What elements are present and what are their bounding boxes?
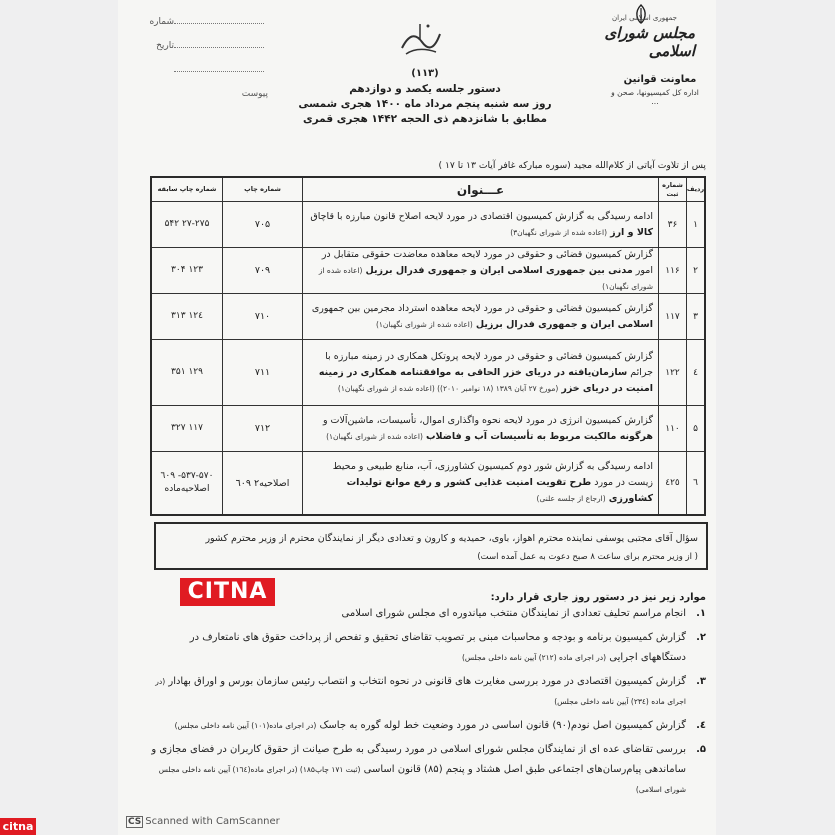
attachment-field-line bbox=[174, 71, 264, 72]
attachment-field bbox=[148, 58, 268, 99]
list-item bbox=[150, 740, 706, 800]
agenda-title-line3: مطابق با شانزدهم ذی الحجه ۱۴۴۲ هجری قمری bbox=[303, 113, 547, 125]
header-radif: ردیف bbox=[686, 178, 704, 201]
onvan-note: (اعاده شده از شورای نگهبان۱) bbox=[318, 265, 653, 291]
cell-onvan bbox=[302, 340, 658, 405]
onvan-note: (اعاده شده از شورای نگهبان۱) bbox=[375, 319, 473, 329]
number-field bbox=[148, 10, 268, 34]
cell-sabt: ۱۲۲ bbox=[658, 340, 686, 405]
onvan-lead: ادامه رسیدگی به گزارش شور دوم کمیسیون کشاورزی، آب، منابع طبیعی و محیط زیست در مورد bbox=[332, 461, 653, 488]
onvan-note: (اعاده شده از شورای نگهبان۱) bbox=[326, 431, 423, 441]
list-item-text: گزارش کمیسیون اقتصادی در مورد بررسی مغایرت های قانونی در نحوه انتخاب و انتصاب رئیس سازمان بورس و اوراق بهادار bbox=[168, 676, 686, 687]
table-row bbox=[152, 294, 704, 340]
background-right bbox=[716, 0, 835, 835]
onvan-bold: کالا و ارز bbox=[610, 226, 653, 238]
cell-radif: ۵ bbox=[686, 406, 704, 451]
cell-onvan bbox=[302, 294, 658, 339]
onvan-lead: گزارش کمیسیون قضائی و حقوقی در مورد لایحه معاهده استرداد مجرمین بین جمهوری bbox=[311, 302, 653, 314]
cell-sabt: ۱۱۶ bbox=[658, 248, 686, 293]
onvan-bold: اسلامی ایران و جمهوری فدرال برزیل bbox=[475, 318, 653, 330]
cell-sabegh: ۵۳۷-۵۷۰- ٦۰۹ اصلاحیه‌ماده bbox=[160, 471, 214, 494]
onvan-bold: هرگونه مالکیت مربوط به تأسیسات آب و فاضلاب bbox=[425, 430, 653, 442]
list-item-note: (در اجرای ماده(۱۰۱) آیین نامه داخلی مجلس) bbox=[174, 721, 317, 730]
list-item-text: بررسی تقاضای عده ای از نمایندگان مجلس شورای اسلامی در مورد رسیدگی به طرح صیانت از حقوق کاربران در فضای مجازی و ساماندهی پیام‌رسان‌های اجتماعی طبق اصل هشتاد و پنجم (۸۵) قانون اساسی bbox=[151, 744, 686, 775]
onvan-lead: ادامه رسیدگی به گزارش کمیسیون اقتصادی در مورد لایحه اصلاح قانون مبارزه با قاچاق bbox=[310, 210, 653, 222]
cell-onvan-text bbox=[308, 413, 653, 445]
department-title: معاونت قوانین bbox=[623, 74, 697, 85]
list-item-number: ۵. bbox=[696, 744, 706, 755]
table-row bbox=[152, 452, 704, 514]
cell-sabt: ۱۱۷ bbox=[658, 294, 686, 339]
cell-sabt: ۳۶ bbox=[658, 202, 686, 247]
question-line1: سؤال آقای مجتبی یوسفی نماینده محترم اهواز، باوی، حمیدیه و کارون و تعدادی دیگر از نمایندگان محترم از وزیر محترم کشور bbox=[205, 533, 698, 544]
onvan-lead: گزارش کمیسیون انرژی در مورد لایحه نحوه واگذاری اموال، تأسیسات، ماشین‌آلات و bbox=[322, 414, 653, 426]
agenda-title-line2: روز سه شنبه پنجم مرداد ماه ۱۴۰۰ هجری شمسی bbox=[298, 98, 552, 110]
list-item-text: انجام مراسم تحلیف تعدادی از نمایندگان منتخب میاندوره ای مجلس شورای اسلامی bbox=[341, 608, 686, 619]
cell-onvan-text bbox=[308, 349, 653, 397]
cell-onvan bbox=[302, 406, 658, 451]
cell-sabegh: ۱۲٤ ۳۱۳ bbox=[171, 311, 203, 321]
camscanner-badge: CS bbox=[128, 817, 142, 827]
list-item-note: (ثبت ۱۷۱ چاپ۱۸۵) (در اجرای ماده(۱٦٤) آیین نامه داخلی مجلس شورای اسلامی) bbox=[158, 765, 686, 794]
list-item bbox=[150, 672, 706, 712]
cell-onvan-text bbox=[308, 301, 653, 333]
cell-onvan-text bbox=[308, 209, 653, 241]
onvan-bold: طرح تقویت امنیت غذایی کشور و رفع موانع تولیدات کشاورزی bbox=[346, 477, 653, 504]
cell-radif: ٤ bbox=[686, 340, 704, 405]
cell-chap: اصلاحیه۲ ٦۰۹ bbox=[222, 452, 302, 514]
cell-onvan bbox=[302, 248, 658, 293]
table-header-row bbox=[152, 178, 704, 202]
cell-onvan-text bbox=[308, 459, 653, 507]
onvan-lead: گزارش کمیسیون قضائی و حقوقی در مورد لایحه پروتکل همکاری در زمینه مبارزه با جرائم bbox=[325, 350, 653, 378]
list-item-number: ۲. bbox=[696, 632, 706, 643]
camscanner-footer bbox=[126, 816, 280, 827]
list-item-text: گزارش کمیسیون برنامه و بودجه و محاسبات مبنی بر تصویب تقاضای تحقیق و تفحص از پرداخت حقوق های نامتعارف در دستگاههای اجرایی bbox=[189, 632, 686, 663]
table-row bbox=[152, 248, 704, 294]
pending-items-list bbox=[150, 604, 706, 804]
header-meta-fields bbox=[148, 10, 268, 99]
list-item-number: ۳. bbox=[696, 676, 706, 687]
cell-sabegh: ۱۲۳ ۳۰۴ bbox=[171, 265, 203, 275]
date-field-label: تاریخ bbox=[156, 41, 174, 51]
number-field-line bbox=[174, 23, 264, 24]
agenda-table bbox=[150, 176, 706, 516]
agenda-title-block bbox=[270, 68, 580, 127]
list-item-number: ۱. bbox=[696, 608, 706, 619]
camscanner-label: Scanned with CamScanner bbox=[145, 816, 280, 827]
list-item bbox=[150, 628, 706, 668]
cell-onvan bbox=[302, 452, 658, 514]
onvan-note: (مورخ ۲۷ آبان ۱۳۸۹ (۱۸ نوامبر ۲۰۱۰)) (اعاده شده از شورای نگهبان۱) bbox=[337, 383, 559, 393]
onvan-note: (ارجاع از جلسه علنی) bbox=[536, 494, 606, 503]
onvan-lead: گزارش کمیسیون قضائی و حقوقی در مورد لایحه معاهده معاضدت حقوقی متقابل در امور bbox=[321, 248, 653, 276]
cell-chap: ۷۱۲ bbox=[222, 406, 302, 451]
cell-sabegh: ۲۷-۲۷۵ ۵۴۲ bbox=[164, 219, 210, 229]
cell-sabt: ٤۲٥ bbox=[658, 452, 686, 514]
date-field-line bbox=[174, 47, 264, 48]
question-line2: ( از وزیر محترم برای ساعت ۸ صبح دعوت به عمل آمده است) bbox=[477, 552, 698, 562]
list-item-note: (در اجرای ماده (۲۱۲) آیین نامه داخلی مجلس) bbox=[461, 653, 607, 662]
agenda-number: (۱۱۳) bbox=[411, 68, 439, 79]
cell-chap: ۷۱۰ bbox=[222, 294, 302, 339]
pending-heading: موارد زیر نیز در دستور روز جاری قرار دارد: bbox=[490, 592, 706, 603]
onvan-note: (اعاده شده از شورای نگهبان۳) bbox=[510, 227, 608, 237]
table-row bbox=[152, 202, 704, 248]
attachment-field-label: پیوست bbox=[241, 89, 268, 99]
citna-logo: CITNA bbox=[180, 578, 275, 606]
citna-watermark: citna bbox=[0, 818, 36, 835]
org-small-caption: جمهوری اسلامی ایران bbox=[612, 14, 677, 22]
cell-chap: ۷۰۹ bbox=[222, 248, 302, 293]
number-field-label: شماره bbox=[149, 17, 174, 27]
cell-sabt: ۱۱۰ bbox=[658, 406, 686, 451]
date-field bbox=[148, 34, 268, 58]
cell-sabegh: ۱۲۹ ۳۵۱ bbox=[171, 367, 203, 377]
header-shomare-chap: شماره چاپ bbox=[222, 178, 302, 201]
agenda-title-line1: دستور جلسه یکصد و دوازدهم bbox=[349, 83, 501, 95]
table-row bbox=[152, 406, 704, 452]
cell-radif: ۳ bbox=[686, 294, 704, 339]
header-onvan: عـــنوان bbox=[302, 178, 658, 201]
onvan-bold: مدنی بین جمهوری اسلامی ایران و جمهوری فدرال برزیل bbox=[365, 264, 633, 276]
list-item-note: (در اجرای ماده (۲۳٤) آیین نامه داخلی مجلس) bbox=[155, 677, 686, 706]
background-left bbox=[0, 0, 118, 835]
question-box bbox=[154, 522, 708, 570]
list-item bbox=[150, 716, 706, 736]
cell-onvan bbox=[302, 202, 658, 247]
cell-radif: ۱ bbox=[686, 202, 704, 247]
cell-sabegh: ۱۱۷ ۳۲۷ bbox=[171, 423, 203, 433]
header-shomare-chap-sabegh: شماره چاپ سابقه bbox=[157, 185, 217, 193]
list-item-number: ٤. bbox=[696, 720, 706, 731]
cell-onvan-text bbox=[308, 247, 653, 295]
department-subtitle: اداره کل کمیسیونها، صحن و ... bbox=[611, 88, 699, 106]
table-row bbox=[152, 340, 704, 406]
recitation-line: پس از تلاوت آیاتی از کلام‌الله مجید (سوره مبارکه غافر آیات ۱۳ تا ۱۷ ) bbox=[438, 160, 706, 171]
cell-radif: ٦ bbox=[686, 452, 704, 514]
org-name-logo: مجلس شورای اسلامی bbox=[604, 24, 695, 60]
list-item bbox=[150, 604, 706, 624]
cell-radif: ۲ bbox=[686, 248, 704, 293]
list-item-text: گزارش کمیسیون اصل نودم(۹۰) قانون اساسی در مورد وضعیت خط لوله گوره به جاسک bbox=[319, 720, 686, 731]
onvan-bold: سازمان‌یافته در دریای خزر الحاقی به موافقتنامه همکاری در زمینه امنیت در دریای خزر bbox=[318, 366, 653, 394]
calligraphy-seal-icon bbox=[398, 18, 444, 62]
cell-chap: ۷۱۱ bbox=[222, 340, 302, 405]
cell-chap: ۷۰۵ bbox=[222, 202, 302, 247]
header-shomare-sabt: شماره ثبت bbox=[658, 178, 686, 201]
